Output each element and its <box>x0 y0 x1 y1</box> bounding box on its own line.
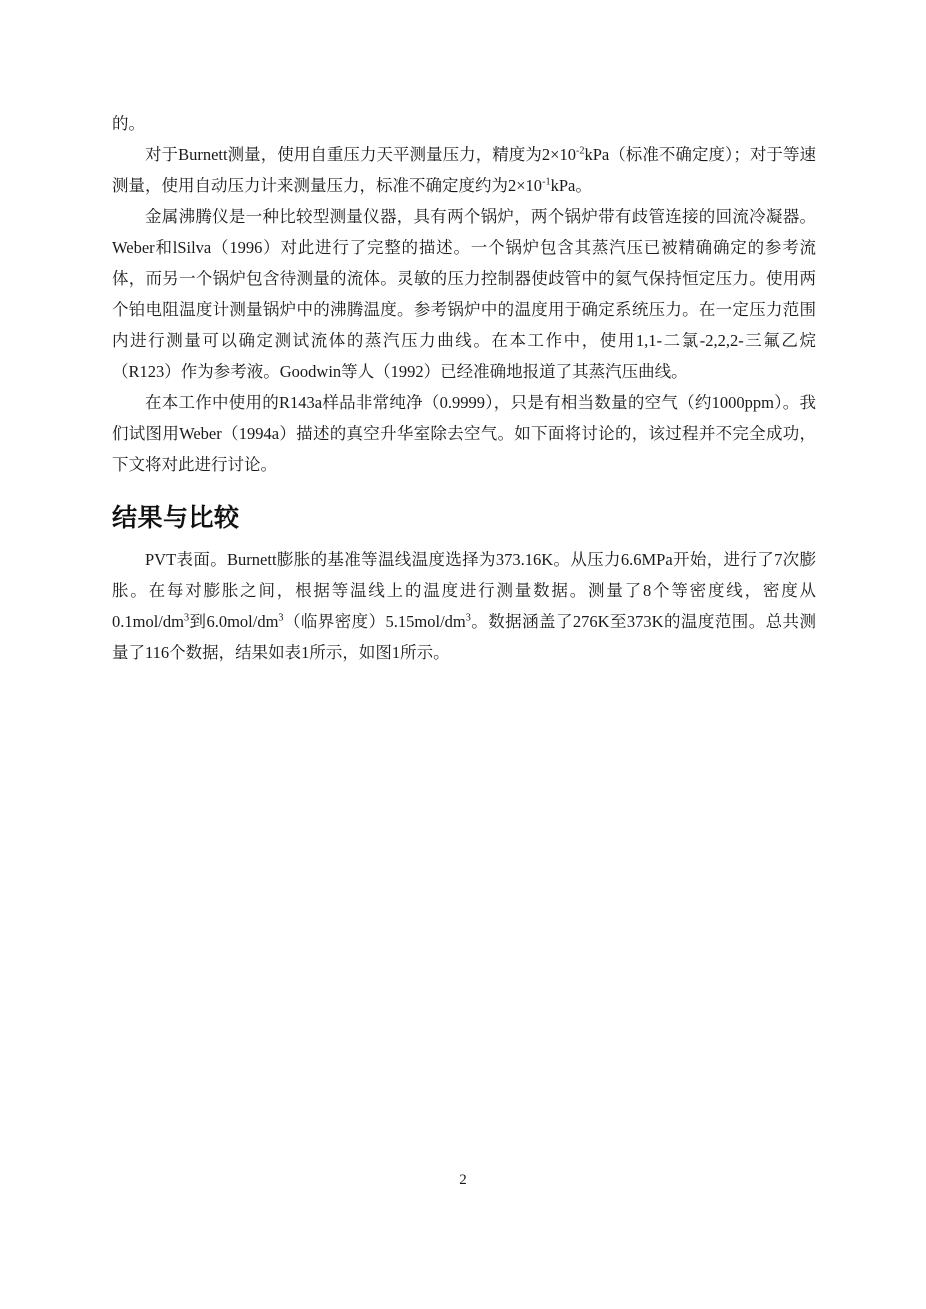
superscript: -2 <box>575 145 585 157</box>
paragraph-3: 金属沸腾仪是一种比较型测量仪器，具有两个锅炉，两个锅炉带有歧管连接的回流冷凝器。Weber和lSilva（1996）对此进行了完整的描述。一个锅炉包含其蒸汽压已被精确确定的参考流体，而另一个锅炉包含待测量的流体。灵敏的压力控制器使歧管中的氦气保持恒定压力。使用两个铂电阻温度计测量锅炉中的沸腾温度。参考锅炉中的温度用于确定系统压力。在一定压力范围内进行测量可以确定测试流体的蒸汽压力曲线。在本工作中，使用1,1-二氯-2,2,2-三氟乙烷（R123）作为参考液。Goodwin等人（1992）已经准确地报道了其蒸汽压曲线。 <box>112 207 816 381</box>
superscript: 3 <box>465 612 471 624</box>
section-heading: 结果与比较 <box>112 504 240 532</box>
paragraph-2 <box>112 139 816 201</box>
text-segment: （临界密度）5.15mol/dm <box>283 612 466 631</box>
text-segment: 。数据涵盖了276K至373K的温度范围。总共测量了116个数据，结果如表1所示，如图1所示。 <box>112 612 816 662</box>
text-segment: kPa。 <box>550 176 592 195</box>
text-segment: kPa（标准不确定度）；对于等速测量，使用自动压力计来测量压力，标准不确定度约为2×10 <box>112 145 816 195</box>
superscript: 3 <box>278 612 284 624</box>
superscript: 3 <box>183 612 190 624</box>
text-segment: 对于Burnett测量，使用自重压力天平测量压力，精度为2×10 <box>145 145 576 164</box>
page-number: 2 <box>459 1172 467 1188</box>
paragraph-4: 在本工作中使用的R143a样品非常纯净（0.9999），只是有相当数量的空气（约1000ppm）。我们试图用Weber（1994a）描述的真空升华室除去空气。如下面将讨论的，该过程并不完全成功，下文将对此进行讨论。 <box>112 393 816 474</box>
text-segment: PVT表面。Burnett膨胀的基准等温线温度选择为373.16K。从压力6.6MPa开始，进行了7次膨胀。在每对膨胀之间，根据等温线上的温度进行测量数据。测量了8个等密度线，密度从0.1mol/dm <box>112 550 816 631</box>
superscript: -1 <box>542 176 551 188</box>
paragraph-1: 的。 <box>112 114 145 133</box>
paragraph-5 <box>112 544 816 668</box>
document-body <box>112 108 816 668</box>
text-segment: 到6.0mol/dm <box>189 612 279 631</box>
